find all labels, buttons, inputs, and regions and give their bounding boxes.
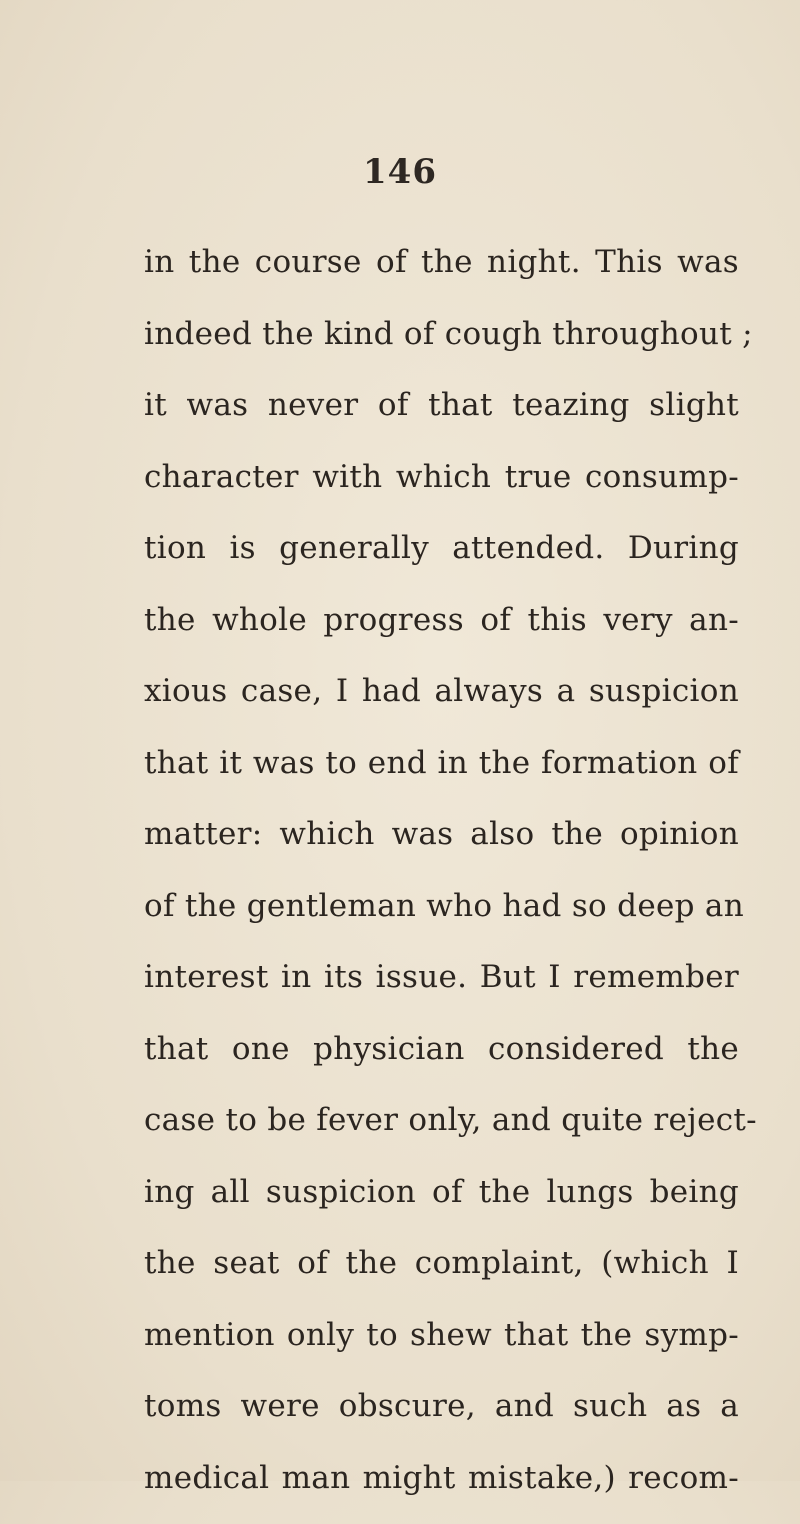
text-line: character with which true consump-	[144, 452, 739, 524]
text-line: medical man might mistake,) recom-	[144, 1453, 739, 1524]
text-line: that it was to end in the formation of	[144, 738, 739, 810]
body-text	[144, 237, 739, 1524]
text-line: toms were obscure, and such as a	[144, 1381, 739, 1453]
text-line: interest in its issue. But I remember	[144, 952, 739, 1024]
text-line: of the gentleman who had so deep an	[144, 881, 739, 953]
page-number: 146	[0, 152, 800, 192]
text-line: case to be fever only, and quite reject-	[144, 1095, 739, 1167]
text-line: ing all suspicion of the lungs being	[144, 1167, 739, 1239]
text-line: indeed the kind of cough throughout ;	[144, 309, 739, 381]
text-line: tion is generally attended. During	[144, 523, 739, 595]
text-line: xious case, I had always a suspicion	[144, 666, 739, 738]
text-line: in the course of the night. This was	[144, 237, 739, 309]
text-line: it was never of that teazing slight	[144, 380, 739, 452]
text-line: matter: which was also the opinion	[144, 809, 739, 881]
text-line: that one physician considered the	[144, 1024, 739, 1096]
text-line: mention only to shew that the symp-	[144, 1310, 739, 1382]
text-line: the whole progress of this very an-	[144, 595, 739, 667]
text-line: the seat of the complaint, (which I	[144, 1238, 739, 1310]
